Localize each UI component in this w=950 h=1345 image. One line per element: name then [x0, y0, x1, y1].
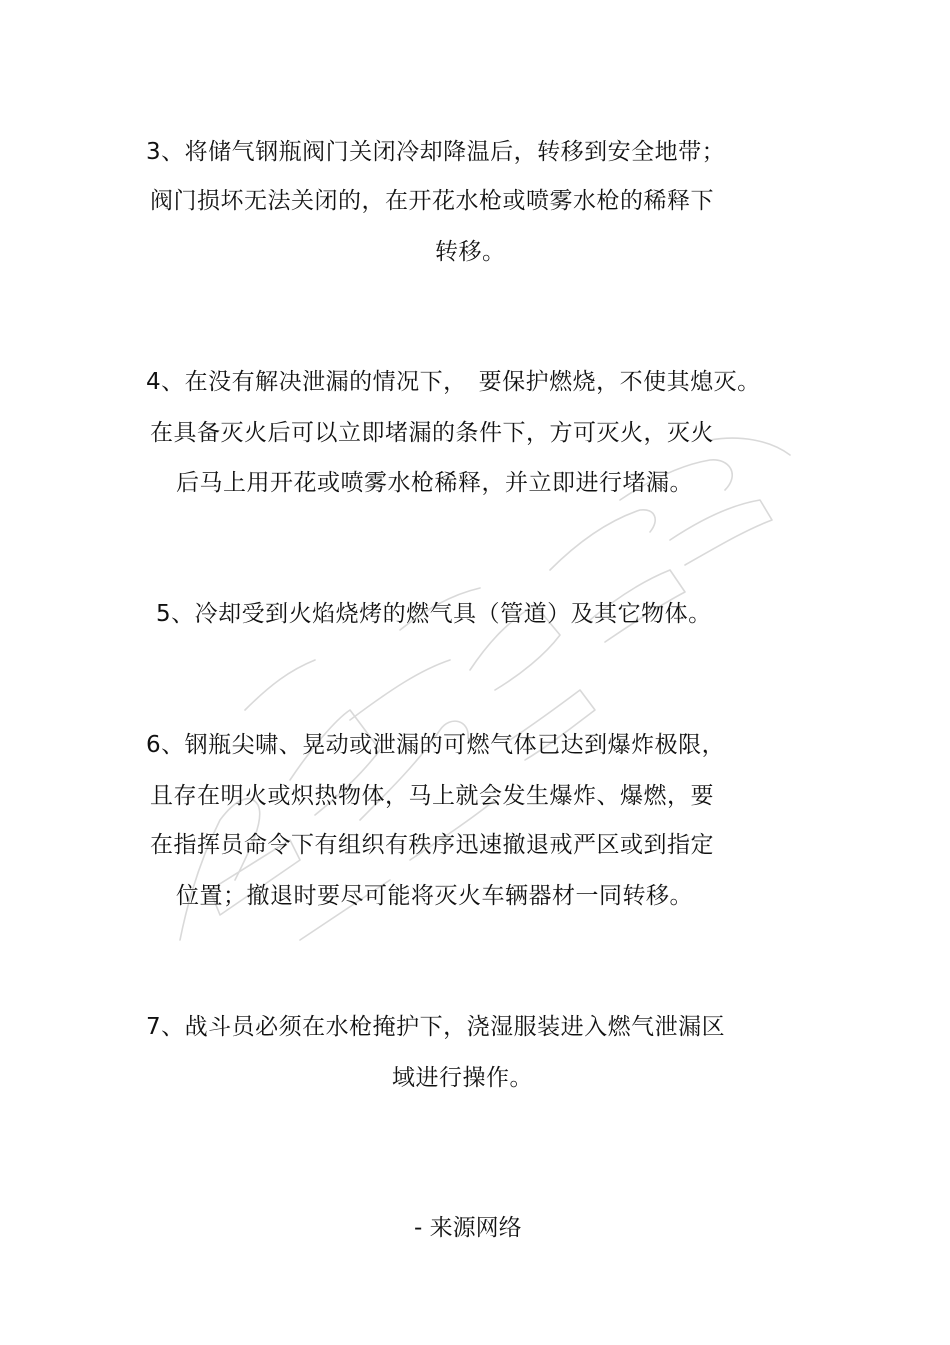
- item-6-line-4: 位置；撤退时要尽可能将灭火车辆器材一同转移。: [176, 883, 693, 909]
- item-6-line-2: 且存在明火或炽热物体，马上就会发生爆炸、爆燃，要: [150, 783, 714, 809]
- item-7-line-1: 7、战斗员必须在水枪掩护下，浇湿服装进入燃气泄漏区: [146, 1014, 726, 1040]
- item-6-line-1: 6、钢瓶尖啸、晃动或泄漏的可燃气体已达到爆炸极限，: [146, 732, 726, 758]
- source-footer: - 来源网络: [414, 1215, 522, 1241]
- item-4-line-3: 后马上用开花或喷雾水枪稀释，并立即进行堵漏。: [176, 470, 693, 496]
- item-6-line-3: 在指挥员命令下有组织有秩序迅速撤退戒严区或到指定: [150, 832, 714, 858]
- item-4-line-2: 在具备灭火后可以立即堵漏的条件下，方可灭火，灭火: [150, 420, 714, 446]
- item-4-line-1: 4、在没有解决泄漏的情况下， 要保护燃烧，不使其熄灭。: [146, 369, 761, 395]
- item-7-line-2: 域进行操作。: [392, 1065, 533, 1091]
- item-3-line-3: 转移。: [435, 239, 506, 265]
- item-5-line-1: 5、冷却受到火焰烧烤的燃气具（管道）及其它物体。: [156, 601, 712, 627]
- item-3-line-1: 3、将储气钢瓶阀门关闭冷却降温后，转移到安全地带；: [146, 139, 726, 165]
- item-3-line-2: 阀门损坏无法关闭的，在开花水枪或喷雾水枪的稀释下: [150, 188, 714, 214]
